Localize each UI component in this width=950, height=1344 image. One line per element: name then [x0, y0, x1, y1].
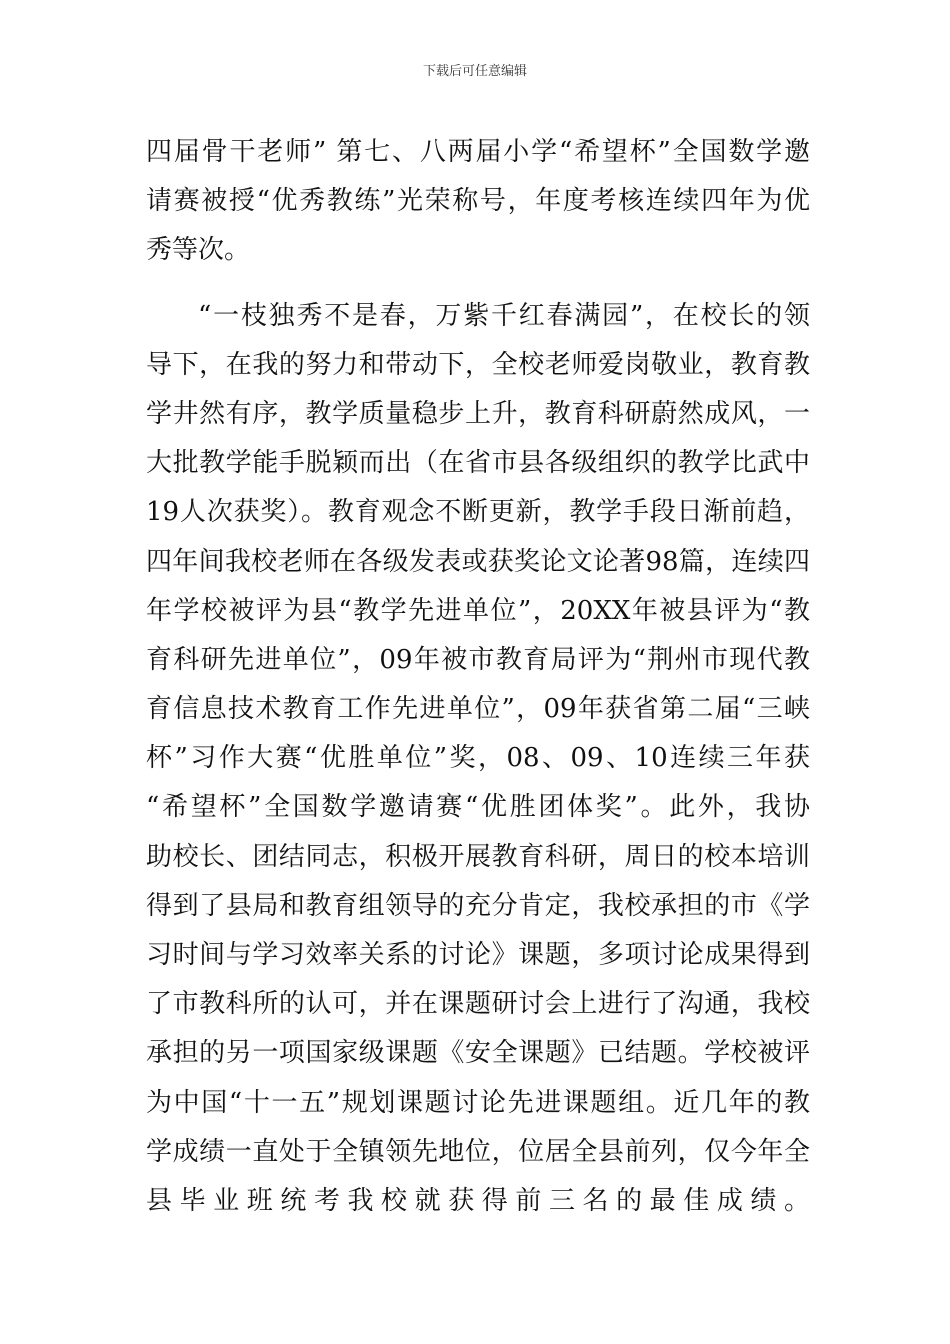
text-line: 四年间我校老师在各级发表或获奖论文论著98篇，连续四: [146, 546, 810, 577]
document-body: [146, 128, 810, 1275]
text-line: 承担的另一项国家级课题《安全课题》已结题。学校被评: [146, 1038, 810, 1069]
text-line: 学井然有序，教学质量稳步上升，教育科研蔚然成风，一: [146, 398, 810, 429]
text-line: “希望杯”全国数学邀请赛“优胜团体奖”。此外，我协: [146, 792, 810, 823]
text-line: 19人次获奖）。教育观念不断更新，教学手段日渐前趋，: [146, 497, 810, 528]
text-line: 为中国“十一五”规划课题讨论先进课题组。近几年的教: [146, 1087, 810, 1118]
text-line: 习时间与学习效率关系的讨论》课题，多项讨论成果得到: [146, 940, 810, 970]
text-line: 助校长、团结同志，积极开展教育科研，周日的校本培训: [146, 841, 810, 872]
text-line: 年学校被评为县“教学先进单位”，20XX年被县评为“教: [146, 595, 810, 626]
page-header-note: 下载后可任意编辑: [422, 64, 527, 79]
text-line: 导下，在我的努力和带动下，全校老师爱岗敬业，教育教: [146, 349, 810, 380]
paragraph-gap: [146, 276, 810, 292]
text-line: 了市教科所的认可，并在课题研讨会上进行了沟通，我校: [146, 989, 810, 1020]
text-line: 育科研先进单位”，09年被市教育局评为“荆州市现代教: [146, 644, 810, 675]
text-line: 大批教学能手脱颖而出（在省市县各级组织的教学比武中: [146, 448, 810, 479]
text-line: 请赛被授“优秀教练”光荣称号，年度考核连续四年为优: [146, 186, 810, 217]
text-line: “一枝独秀不是春，万紫千红春满园”，在校长的领: [198, 300, 810, 331]
text-line: 育信息技术教育工作先进单位”，09年获省第二届“三峡: [146, 694, 810, 725]
paragraph-1: [146, 128, 810, 276]
text-line: 杯”习作大赛“优胜单位”奖，08、09、10连续三年获: [146, 743, 810, 774]
text-line: 学成绩一直处于全镇领先地位，位居全县前列，仅今年全: [146, 1136, 810, 1167]
paragraph-2: [146, 292, 810, 1276]
text-line: 县毕业班统考我校就获得前三名的最佳成绩。: [146, 1185, 810, 1216]
text-line: 得到了县局和教育组领导的充分肯定，我校承担的市《学: [146, 890, 810, 921]
text-line: 秀等次。: [146, 235, 251, 266]
text-line: 四届骨干老师” 第七、八两届小学“希望杯”全国数学邀: [146, 137, 810, 167]
text-line: [146, 1226, 810, 1275]
